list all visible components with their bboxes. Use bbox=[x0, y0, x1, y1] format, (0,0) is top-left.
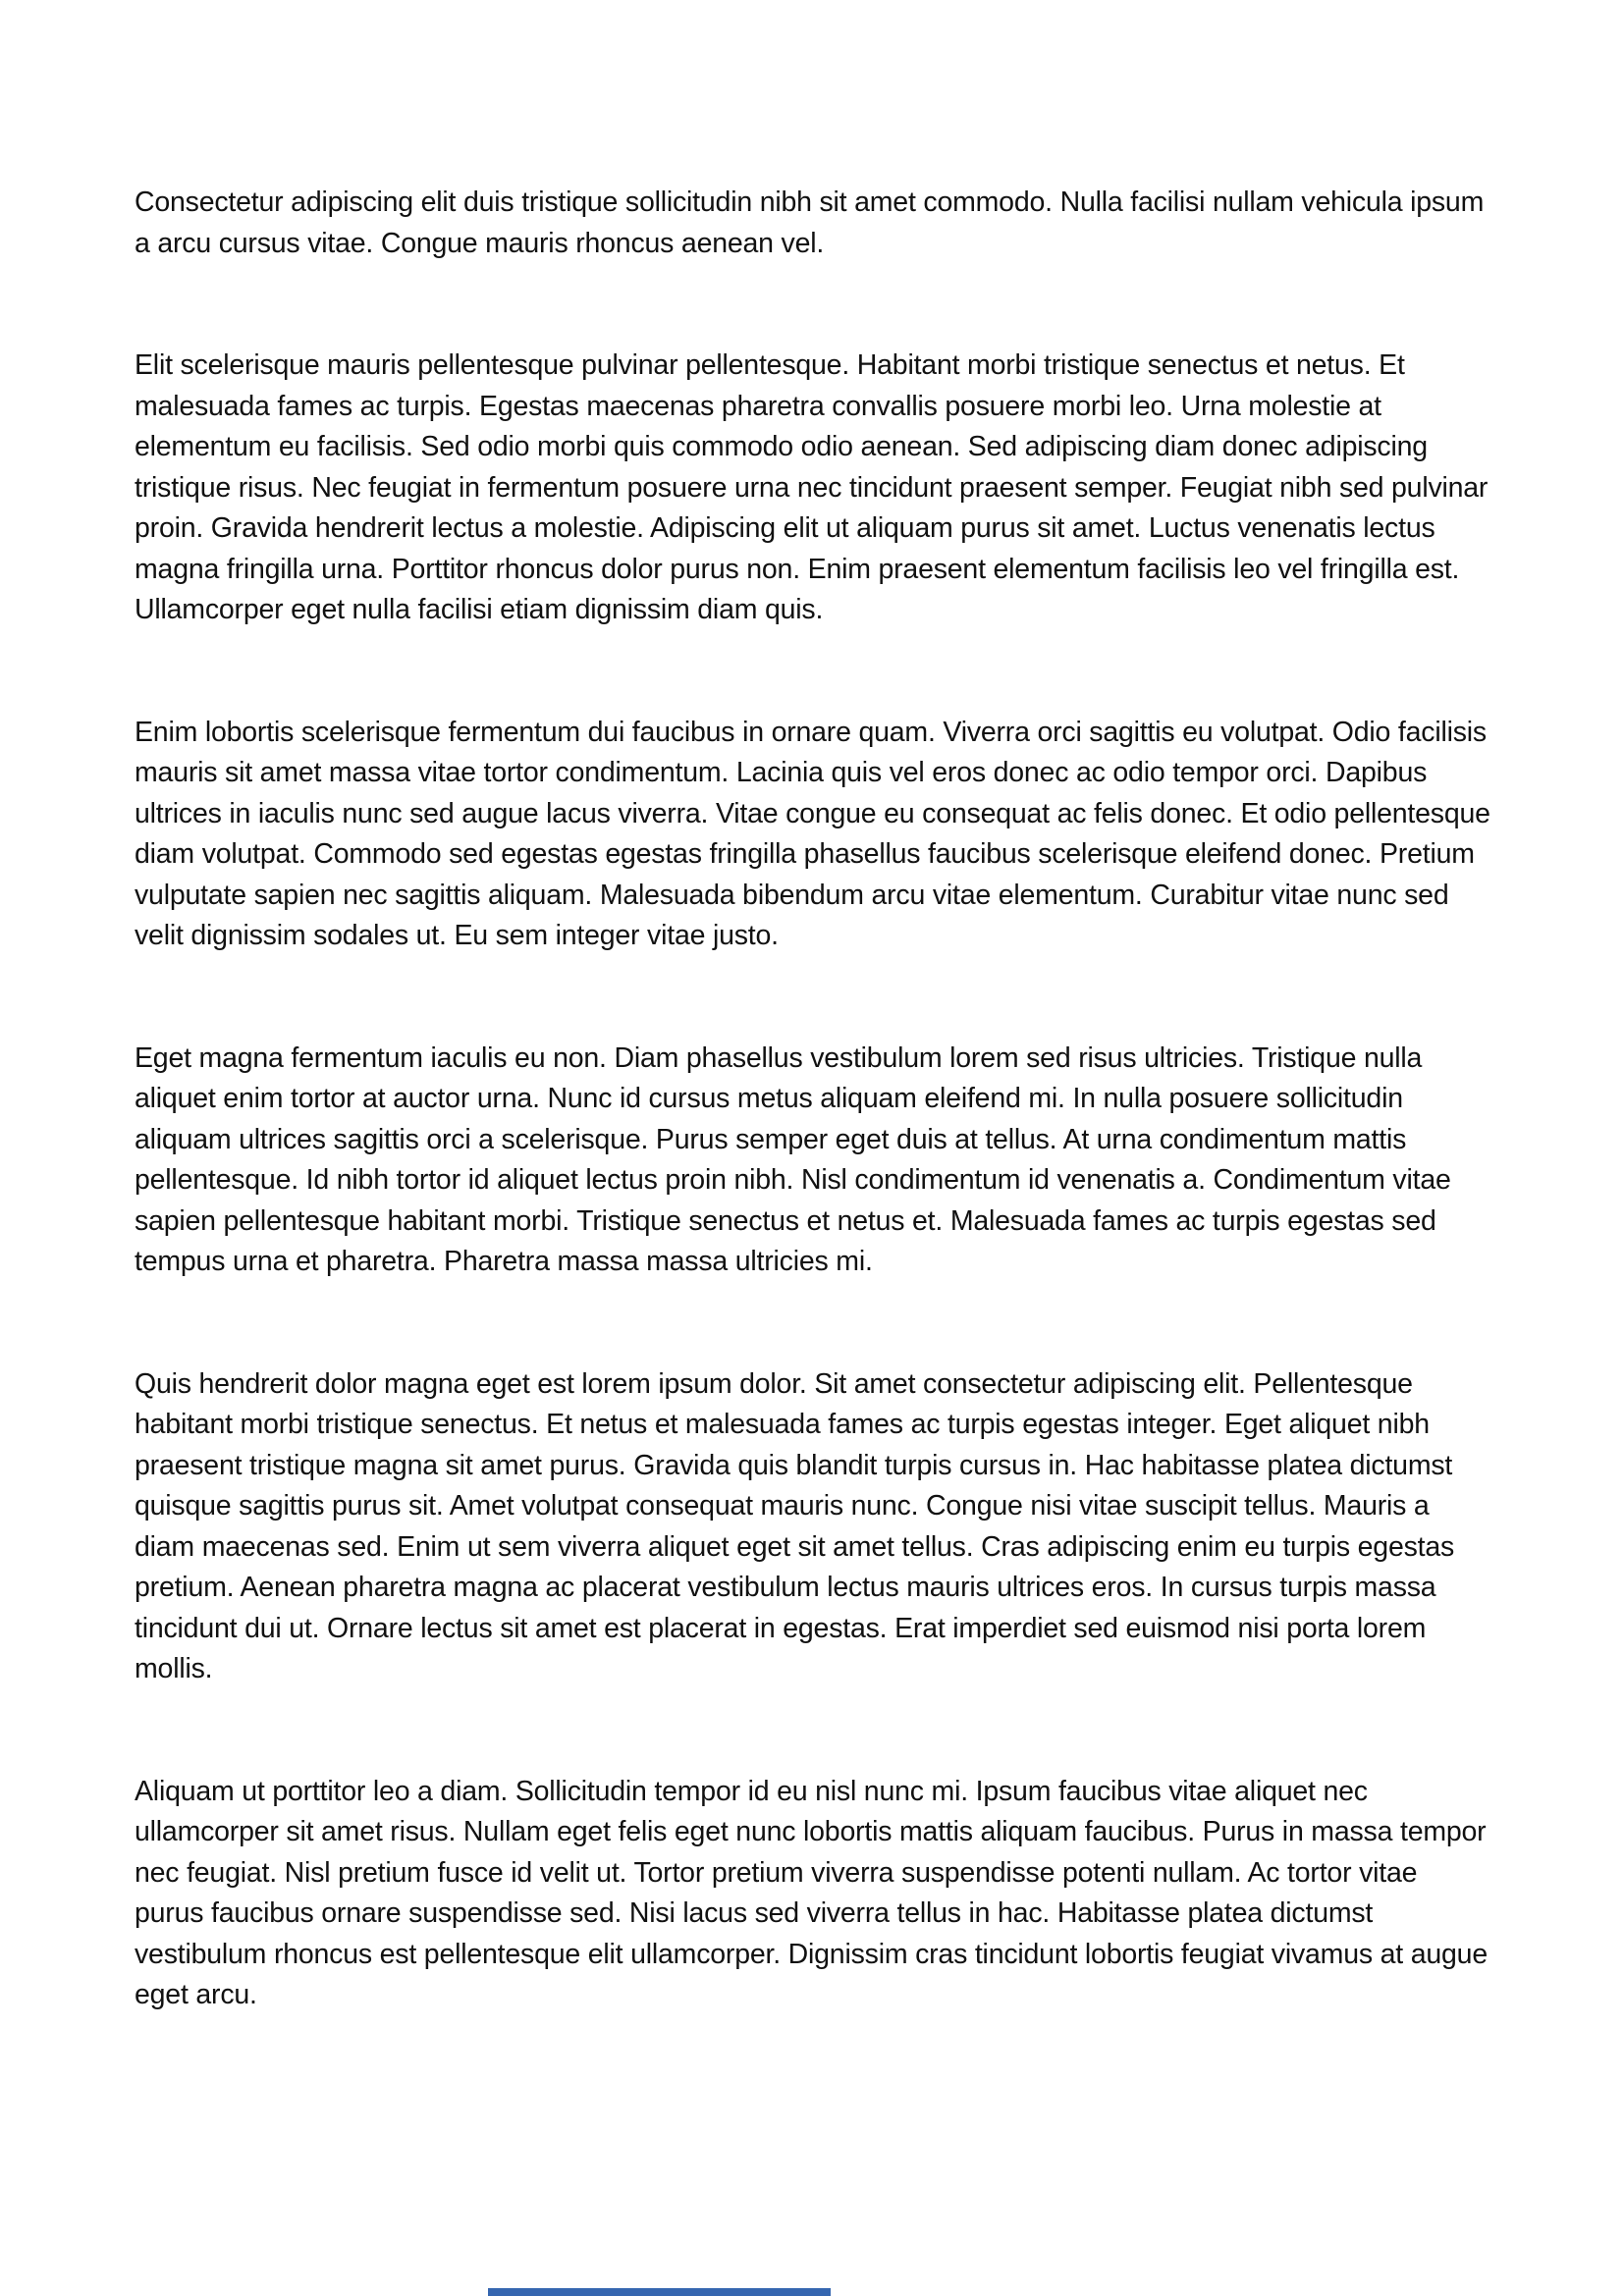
paragraph: Elit scelerisque mauris pellentesque pulvinar pellentesque. Habitant morbi tristique senectus et netus. Et malesuada fames ac turpis. Egestas maecenas pharetra convallis posuere morbi leo. Urna molestie at elementum eu facilisis. Sed odio morbi quis commodo odio aenean. Sed adipiscing diam donec adipiscing tristique risus. Nec feugiat in fermentum posuere urna nec tincidunt praesent semper. Feugiat nibh sed pulvinar proin. Gravida hendrerit lectus a molestie. Adipiscing elit ut aliquam purus sit amet. Luctus venenatis lectus magna fringilla urna. Porttitor rhoncus dolor purus non. Enim praesent elementum facilisis leo vel fringilla est. Ullamcorper eget nulla facilisi etiam dignissim diam quis. bbox=[135, 349, 1489, 625]
paragraph: Eget magna fermentum iaculis eu non. Diam phasellus vestibulum lorem sed risus ultricies. Tristique nulla aliquet enim tortor at auctor urna. Nunc id cursus metus aliquam eleifend mi. In nulla posuere sollicitudin aliquam ultrices sagittis orci a scelerisque. Purus semper eget duis at tellus. At urna condimentum mattis pellentesque. Id nibh tortor id aliquet lectus proin nibh. Nisl condimentum id venenatis a. Condimentum vitae sapien pellentesque habitant morbi. Tristique senectus et netus et. Malesuada fames ac turpis egestas sed tempus urna et pharetra. Pharetra massa massa ultricies mi. bbox=[135, 1041, 1451, 1277]
paragraph: Quis hendrerit dolor magna eget est lorem ipsum dolor. Sit amet consectetur adipiscing elit. Pellentesque habitant morbi tristique senectus. Et netus et malesuada fames ac turpis egestas integer. Eget aliquet nibh praesent tristique magna sit amet purus. Gravida quis blandit turpis cursus in. Hac habitasse platea dictumst quisque sagittis purus sit. Amet volutpat consequat mauris nunc. Congue nisi vitae suscipit tellus. Mauris a diam maecenas sed. Enim ut sem viverra aliquet eget sit amet tellus. Cras adipiscing enim eu turpis egestas pretium. Aenean pharetra magna ac placerat vestibulum lectus mauris ultrices eros. In cursus turpis massa tincidunt dui ut. Ornare lectus sit amet est placerat in egestas. Erat imperdiet sed euismod nisi porta lorem mollis. bbox=[135, 1367, 1455, 1684]
bottom-highlight-strip bbox=[488, 2288, 831, 2296]
document-text-block bbox=[135, 183, 1493, 2098]
paragraph: Aliquam ut porttitor leo a diam. Sollicitudin tempor id eu nisl nunc mi. Ipsum faucibus vitae aliquet nec ullamcorper sit amet risus. Nullam eget felis eget nunc lobortis mattis aliquam faucibus. Purus in massa tempor nec feugiat. Nisl pretium fusce id velit ut. Tortor pretium viverra suspendisse potenti nullam. Ac tortor vitae purus faucibus ornare suspendisse sed. Nisi lacus sed viverra tellus in hac. Habitasse platea dictumst vestibulum rhoncus est pellentesque elit ullamcorper. Dignissim cras tincidunt lobortis feugiat vivamus at augue eget arcu. bbox=[135, 1775, 1488, 2010]
paragraph: Enim lobortis scelerisque fermentum dui faucibus in ornare quam. Viverra orci sagittis eu volutpat. Odio facilisis mauris sit amet massa vitae tortor condimentum. Lacinia quis vel eros donec ac odio tempor orci. Dapibus ultrices in iaculis nunc sed augue lacus viverra. Vitae congue eu consequat ac felis donec. Et odio pellentesque diam volutpat. Commodo sed egestas egestas fringilla phasellus faucibus scelerisque eleifend donec. Pretium vulputate sapien nec sagittis aliquam. Malesuada bibendum arcu vitae elementum. Curabitur vitae nunc sed velit dignissim sodales ut. Eu sem integer vitae justo. bbox=[135, 716, 1490, 951]
paragraph: Consectetur adipiscing elit duis tristique sollicitudin nibh sit amet commodo. Nulla facilisi nullam vehicula ipsum a arcu cursus vitae. Congue mauris rhoncus aenean vel. bbox=[135, 187, 1485, 259]
